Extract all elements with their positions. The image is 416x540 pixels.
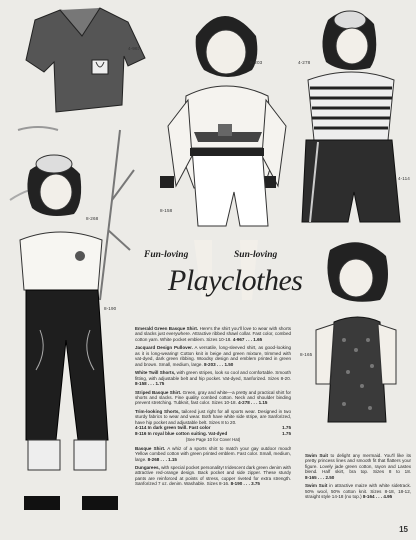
style-code-striped: 4-278 bbox=[298, 60, 311, 65]
style-code-trim-shorts: 4-114 bbox=[398, 176, 410, 181]
swimsuit-girl-illustration bbox=[316, 242, 396, 422]
style-code-basque-girl: 8-268 bbox=[86, 216, 99, 221]
desc-basque-green: Emerald Green Basque Shirt. Here's the shirt you'll love to wear with shorts and slacks just everywhere. Attractive ribbed shawl collar. Fast color, combed cotton yarn. White pocket emblem. Sizes 10-18. 4-967 . . . 1.65 bbox=[135, 326, 291, 342]
cover-hat-note: (See Page 10 for Cover Hat) bbox=[185, 437, 241, 443]
style-code-pullover: 8-203 bbox=[250, 60, 263, 65]
striped-shirt-girl-illustration bbox=[302, 11, 400, 222]
style-code-swimsuit: 8-165 bbox=[300, 352, 313, 357]
dungarees-girl-illustration bbox=[20, 155, 118, 510]
shirt-illustration bbox=[26, 8, 145, 112]
product-descriptions bbox=[135, 326, 291, 490]
playclothes-title: Playclothes bbox=[168, 264, 303, 297]
desc-trim-shorts: Trim-looking Shorts, tailored just right for all sports wear. Designed in two sturdy fabrics to wear and wear. Both have white side stripe, are Sanforized, have hip pocket and adjustable belt. Sizes 8 to 20. bbox=[135, 408, 291, 425]
price-row-blue: 8-116 In royal blue cotton suiting. Vat-dyed 1.75 bbox=[135, 430, 291, 436]
desc-striped-shirt: Striped Basque Shirt. Green, gray and white—a pretty and practical shirt for shorts and slacks. Fine quality combed cotton. Neck and shoulder binding prevent stretching. Tubknit, fast color. Sizes 10-18. 4-278 . . . 1.15 bbox=[135, 389, 291, 406]
price-row-green: 4-114 In dark green twill. Fast color 1.75 bbox=[135, 425, 291, 431]
sun-loving-label: Sun-loving bbox=[234, 250, 278, 260]
desc-dungarees: Dungarees, with special pocket personality! Iridescent dark green denim with attractive red-orange design. Back pocket and side zipper. These sturdy pants are reinforced at points of stress, copper riveted for extra strength. Sanforized 7 oz. denim. Washable. Sizes 8-16. 8-190 . . . 3.75 bbox=[135, 464, 292, 487]
fun-loving-label: Fun-loving bbox=[144, 250, 189, 260]
style-code-dungarees: 8-190 bbox=[104, 306, 117, 311]
desc-basque-shirt: Basque Shirt. A whiz of a sports shirt to match your gay outdoor mood! Yellow combed cotton with green printed emblem. Fast color. Small, medium, large. 8-268 . . . 1.15 bbox=[135, 445, 291, 462]
page-number: 15 bbox=[399, 525, 408, 534]
style-code-shirt: 4-967 bbox=[128, 46, 141, 51]
desc-pullover: Jacquard Design Pullover. A versatile, long-sleeved shirt, as good-looking as it is long-wearing! Cotton knit in beige and green mixture, trimmed with vat-dyed, dark green ribbing. Woodsy design and emblem printed in green and brown. Small, medium, large. 8-203 . . . 1.50 bbox=[135, 345, 291, 367]
desc-twill-shorts: White Twill Shorts, with green stripes, look so cool and comfortable. Smooth fitting, with adjustable belt and hip pocket. Vat-dyed, Sanforized. Sizes 8-20. 8-158 . . . 1.75 bbox=[135, 370, 291, 387]
desc-swimsuit-1: Swim Suit to delight any mermaid. You'll like its pretty princess lines and smooth fit that flatters your figure. Lovely jade green cotton, rayon and Lastex blend. Half skirt, bra top. Sizes 8 to 18. 8-165 . . . 2.50 bbox=[305, 453, 412, 480]
style-code-twill-shorts: 8-158 bbox=[160, 208, 173, 213]
swimsuit-descriptions bbox=[305, 453, 411, 503]
section-heading bbox=[138, 246, 308, 312]
desc-swimsuit-2: Swim Suit in attractive maize with white sidetrack. 50% wool, 50% cotton knit. Sizes 8-18, 18-12, straight style 14-18 (no top.) 8-164 . . . 4.95 bbox=[305, 483, 412, 500]
